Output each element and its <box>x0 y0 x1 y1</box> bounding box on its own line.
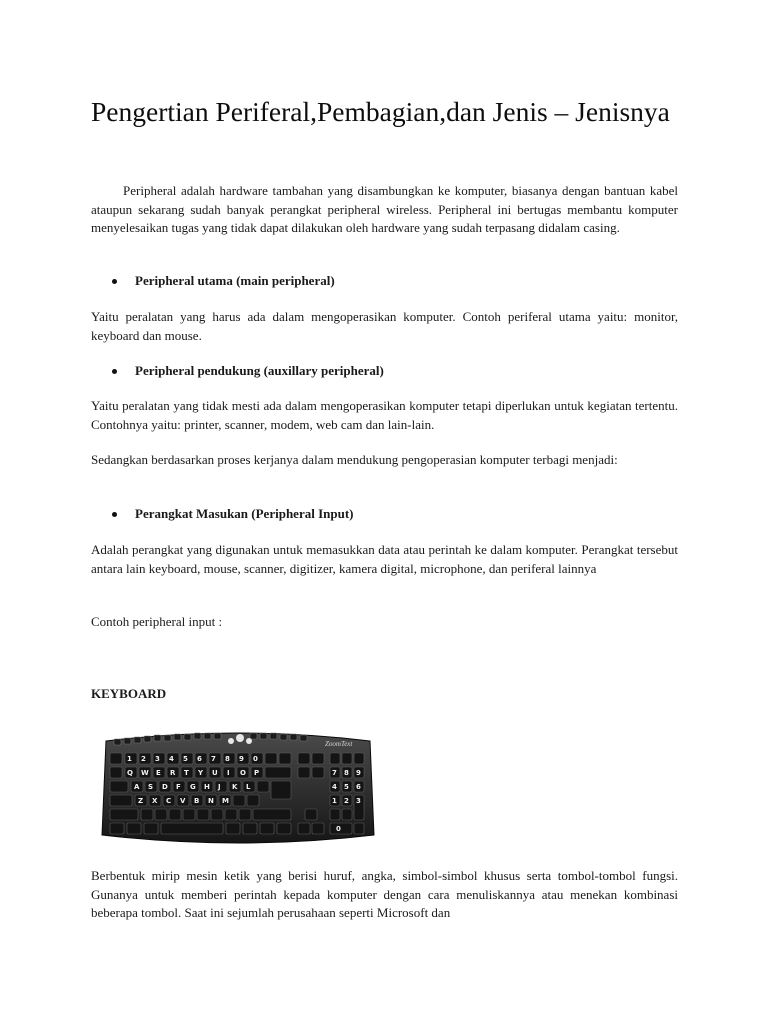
svg-text:X: X <box>152 797 158 805</box>
svg-text:8: 8 <box>225 755 230 763</box>
bullet-auxiliary-peripheral <box>91 362 678 381</box>
svg-text:6: 6 <box>197 755 202 763</box>
svg-text:U: U <box>212 769 218 777</box>
bullet-input-peripheral <box>91 505 678 524</box>
svg-text:7: 7 <box>211 755 216 763</box>
svg-text:9: 9 <box>356 769 361 777</box>
svg-text:H: H <box>204 783 210 791</box>
svg-text:1: 1 <box>127 755 132 763</box>
svg-text:3: 3 <box>356 797 361 805</box>
svg-text:2: 2 <box>344 797 349 805</box>
intro-paragraph: Peripheral adalah hardware tambahan yang disambungkan ke komputer, biasanya dengan bantuan kabel ataupun sekarang sudah banyak perangkat peripheral wireless. Peripheral ini bertugas membantu komputer menyelesaikan tugas yang tidak dapat dilakukan oleh hardware yang sudah terpasang didalam casing. <box>91 183 678 235</box>
svg-text:0: 0 <box>253 755 258 763</box>
svg-text:0: 0 <box>336 825 341 833</box>
svg-text:L: L <box>246 783 251 791</box>
svg-text:5: 5 <box>344 783 349 791</box>
svg-text:2: 2 <box>141 755 146 763</box>
svg-text:I: I <box>227 769 230 777</box>
svg-text:V: V <box>180 797 186 805</box>
svg-text:R: R <box>170 769 176 777</box>
svg-text:ZoomText: ZoomText <box>325 740 353 748</box>
svg-text:N: N <box>208 797 214 805</box>
svg-text:9: 9 <box>239 755 244 763</box>
svg-text:B: B <box>194 797 200 805</box>
svg-text:E: E <box>156 769 161 777</box>
bullet-label: Perangkat Masukan (Peripheral Input) <box>135 506 354 521</box>
bullet-icon <box>112 279 117 284</box>
svg-text:6: 6 <box>356 783 361 791</box>
bullet-icon <box>112 369 117 374</box>
svg-text:4: 4 <box>169 755 174 763</box>
main-peripheral-paragraph: Yaitu peralatan yang harus ada dalam mengoperasikan komputer. Contoh periferal utama yaitu: monitor, keyboard dan mouse. <box>91 309 678 343</box>
input-peripheral-paragraph: Adalah perangkat yang digunakan untuk memasukkan data atau perintah ke dalam komputer. Perangkat tersebut antara lain keyboard, mouse, scanner, digitizer, kamera digital, microphone, dan periferal lainnya <box>91 542 678 576</box>
svg-text:M: M <box>222 797 229 805</box>
keyboard-paragraph: Berbentuk mirip mesin ketik yang berisi huruf, angka, simbol-simbol khusus serta tombol-tombol fungsi. Gunanya untuk memberi perintah kepada komputer dengan cara menuliskannya atau menekan kombinasi beberapa tombol. Saat ini sejumlah perusahaan seperti Microsoft dan <box>91 868 678 920</box>
svg-text:P: P <box>254 769 260 777</box>
bullet-label: Peripheral utama (main peripheral) <box>135 273 335 288</box>
svg-text:O: O <box>240 769 246 777</box>
svg-text:8: 8 <box>344 769 349 777</box>
svg-text:W: W <box>141 769 149 777</box>
bullet-icon <box>112 512 117 517</box>
svg-text:J: J <box>218 783 221 791</box>
example-paragraph: Contoh peripheral input : <box>91 614 223 629</box>
svg-text:K: K <box>232 783 238 791</box>
process-paragraph: Sedangkan berdasarkan proses kerjanya dalam mendukung pengoperasian komputer terbagi menjadi: <box>91 452 618 467</box>
auxiliary-peripheral-paragraph: Yaitu peralatan yang tidak mesti ada dalam mengoperasikan komputer tetapi diperlukan untuk kegiatan tertentu. Contohnya yaitu: printer, scanner, modem, web cam dan lain-lain. <box>91 398 678 432</box>
svg-text:5: 5 <box>183 755 188 763</box>
svg-text:4: 4 <box>332 783 337 791</box>
svg-text:T: T <box>184 769 189 777</box>
svg-text:F: F <box>176 783 181 791</box>
bullet-main-peripheral <box>91 272 678 291</box>
keyboard-photo-icon <box>100 727 376 847</box>
bullet-label: Peripheral pendukung (auxillary peripheral) <box>135 363 384 378</box>
svg-text:C: C <box>166 797 172 805</box>
svg-text:Y: Y <box>198 769 204 777</box>
svg-text:3: 3 <box>155 755 160 763</box>
svg-text:7: 7 <box>332 769 337 777</box>
svg-text:S: S <box>148 783 154 791</box>
svg-text:D: D <box>162 783 168 791</box>
page-title: Pengertian Periferal,Pembagian,dan Jenis – Jenisnya <box>91 96 670 127</box>
svg-text:G: G <box>190 783 196 791</box>
svg-text:Q: Q <box>127 769 133 777</box>
svg-text:1: 1 <box>332 797 337 805</box>
svg-text:Z: Z <box>138 797 144 805</box>
svg-text:A: A <box>134 783 140 791</box>
keyboard-heading: KEYBOARD <box>91 686 167 701</box>
